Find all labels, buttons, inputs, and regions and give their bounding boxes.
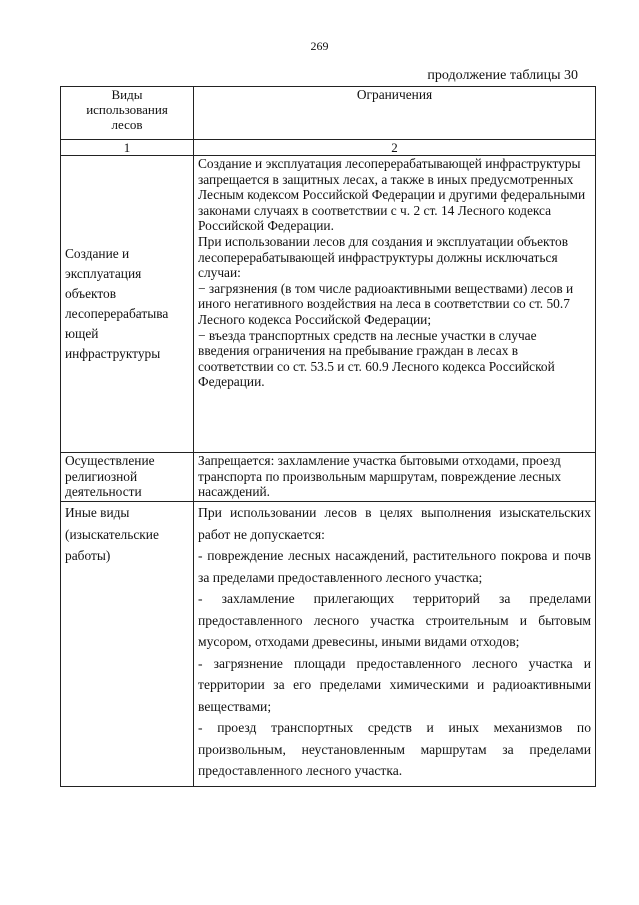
usage-type-cell [61, 453, 194, 502]
usage-type-line: религиозной [65, 468, 138, 484]
table-header-row [61, 87, 596, 140]
usage-type-line: Создание и [65, 246, 130, 261]
column-numbering-row [61, 140, 596, 156]
usage-type-line: объектов [65, 286, 117, 301]
restrictions-table [60, 86, 596, 787]
restriction-paragraph: При использовании лесов в целях выполнения изыскательских работ не допускается: [198, 505, 591, 542]
page-number: 269 [310, 39, 329, 53]
usage-type-line: (изыскательские [65, 526, 159, 542]
usage-type-line: деятельности [65, 484, 142, 500]
usage-type-line: Осуществление [65, 453, 155, 468]
usage-type-line: ющей [65, 326, 99, 341]
restriction-paragraph: - проезд транспортных средств и иных механизмов по произвольным, неустановленным маршрутам за пределами предоставленного лесного участка. [198, 720, 591, 778]
table-row [61, 453, 596, 502]
table-row [61, 156, 596, 453]
usage-type-cell [61, 502, 194, 787]
restriction-paragraph: - захламление прилегающих территорий за пределами предоставленного лесного участка строительным и бытовым мусором, отходами древесины, иными видами отходов; [198, 591, 591, 649]
usage-type-line: лесоперерабатыва [65, 306, 169, 321]
header-restrictions: Ограничения [194, 87, 596, 140]
usage-type-line: работы) [65, 548, 111, 563]
header-usage-types-line: лесов [111, 117, 143, 132]
header-usage-types-line: Виды [111, 87, 143, 102]
restriction-paragraph: - загрязнение площади предоставленного лесного участка и территории за его пределами химическими и радиоактивными веществами; [198, 655, 591, 714]
restrictions-cell [194, 156, 596, 453]
usage-type-line: эксплуатация [65, 266, 142, 281]
restriction-paragraph: Создание и эксплуатация лесоперерабатывающей инфраструктуры запрещается в защитных лесах, а также в иных предусмотренных Лесным кодексом Российской Федерации и другими федеральными законами случаях в соответствии с ч. 2 ст. 14 Лесного кодекса Российской Федерации. [198, 156, 586, 234]
usage-type-line: Иные виды [65, 505, 130, 520]
column-number-1: 1 [61, 140, 194, 156]
restrictions-cell [194, 453, 596, 502]
restrictions-cell [194, 502, 596, 787]
continuation-label: продолжение таблицы 30 [427, 68, 578, 83]
usage-type-cell [61, 156, 194, 453]
usage-type-line: инфраструктуры [65, 346, 161, 361]
table-row [61, 502, 596, 787]
column-number-2: 2 [194, 140, 596, 156]
header-usage-types [61, 87, 194, 140]
restriction-paragraph: При использовании лесов для создания и эксплуатации объектов лесоперерабатывающей инфраструктуры должны исключаться случаи: [198, 233, 569, 281]
restriction-paragraph: Запрещается: захламление участка бытовыми отходами, проезд транспорта по произвольным маршрутам, повреждение лесных насаждений. [198, 453, 562, 500]
restriction-paragraph: − загрязнения (в том числе радиоактивными веществами) лесов и иного негативного воздействия на леса в соответствии со ст. 50.7 Лесного кодекса Российской Федерации; [198, 280, 574, 327]
restriction-paragraph: - повреждение лесных насаждений, растительного покрова и почв за пределами предоставленного лесного участка; [198, 548, 591, 585]
header-usage-types-line: использования [86, 102, 168, 117]
restriction-paragraph: − въезда транспортных средств на лесные участки в случае введения ограничения на пребывание граждан в лесах в соответствии со ст. 53.5 и ст. 60.9 Лесного кодекса Российской Федерации. [198, 327, 555, 390]
